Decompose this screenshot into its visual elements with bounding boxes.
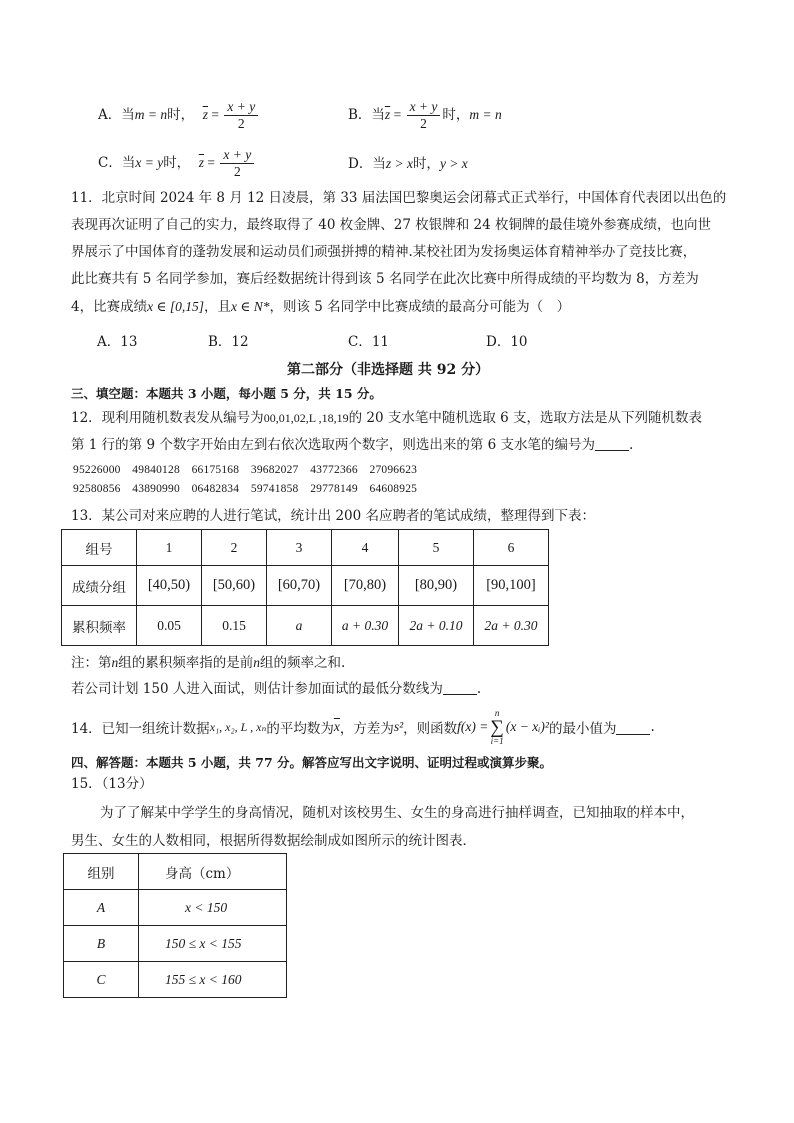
q10-option-a: A．当m = n时， $\overline{z}$ = $\frac{x + y}{2}$ xyxy=(98,100,260,131)
q13-question: 若公司计划 150 人进入面试，则估计参加面试的最低分数线为 . xyxy=(71,681,482,697)
table-row xyxy=(64,890,287,926)
q10-a-fraction: $\frac{x + y}{2}$ xyxy=(224,100,258,131)
table-cell: [80,90) xyxy=(399,566,474,606)
table-cell: 150 ≤ x < 155 xyxy=(139,926,287,962)
table-cell: 2a + 0.10 xyxy=(399,606,474,646)
table-cell: A xyxy=(64,890,139,926)
table-cell: 4 xyxy=(332,530,399,566)
q15-line2: 男生、女生的人数相同，根据所得数据绘制成如图所示的统计图表． xyxy=(71,833,476,849)
q14-data: x₁, x₂, L , xₙ xyxy=(209,719,267,734)
part2-title: 第二部分（非选择题 共 92 分） xyxy=(287,362,490,378)
random-number-row-1: 95226000 49840128 66175168 39682027 43772366 27096623 xyxy=(73,464,418,476)
table-row xyxy=(62,606,549,646)
q11-range: x ∈ [0,15] xyxy=(147,299,204,314)
table-cell: 身高（cm） xyxy=(139,854,287,890)
table-cell: 0.05 xyxy=(137,606,202,646)
section4-heading: 四、解答题：本题共 5 小题，共 77 分。解答应写出文字说明、证明过程或演算步聚。 xyxy=(71,755,553,770)
q14-function: f(x) = xyxy=(457,719,489,734)
random-number-row-2: 92580856 43890990 06482834 59741858 29778149 64608925 xyxy=(73,483,418,495)
table-cell: 组别 xyxy=(64,854,139,890)
table-cell: 6 xyxy=(474,530,549,566)
table-cell: 2a + 0.30 xyxy=(474,606,549,646)
table-cell: [40,50) xyxy=(137,566,202,606)
q15-table xyxy=(63,853,287,998)
q10-option-b: B．当$\overline{z}$ = $\frac{x + y}{2}$ 时，m = n xyxy=(348,99,502,132)
q15-line1: 为了了解某中学学生的身高情况，随机对该校男生、女生的身高进行抽样调查，已知抽取的样本中， xyxy=(100,805,694,821)
table-cell: 0.15 xyxy=(202,606,267,646)
q12-answer-blank[interactable] xyxy=(595,436,629,451)
table-cell: [70,80) xyxy=(332,566,399,606)
q10-b-fraction: $\frac{x + y}{2}$ xyxy=(407,100,441,131)
q12-number-range: 00,01,02,L ,18,19 xyxy=(263,411,349,425)
section3-heading: 三、填空题：本题共 3 小题，每小题 5 分，共 15 分。 xyxy=(71,386,382,401)
q11-option-d: D．10 xyxy=(486,334,528,350)
q15-head: 15．（13分） xyxy=(71,776,153,792)
q14-text: 14．已知一组统计数据 x₁, x₂, L , xₙ 的平均数为 $\overline{x}$ ，方差为 s² ，则函数 f(x) = n ∑ i=1 (x − xᵢ)² 的最小值为 . xyxy=(71,707,655,746)
table-cell: C xyxy=(64,962,139,998)
table-cell: 成绩分组 xyxy=(62,566,137,606)
table-cell: x < 150 xyxy=(139,890,287,926)
table-cell: B xyxy=(64,926,139,962)
table-cell: 1 xyxy=(137,530,202,566)
q11-option-c: C．11 xyxy=(348,334,390,350)
table-row xyxy=(64,854,287,890)
table-row xyxy=(62,530,549,566)
table-cell: a xyxy=(267,606,332,646)
table-cell: [60,70) xyxy=(267,566,332,606)
table-cell: 3 xyxy=(267,530,332,566)
table-cell: 5 xyxy=(399,530,474,566)
q11-natural-set: x ∈ N* xyxy=(230,299,270,314)
q10-option-c: C．当x = y时， $\overline{z}$ = $\frac{x + y}{2}$ xyxy=(98,148,256,179)
table-row xyxy=(64,926,287,962)
sigma-sum: n ∑ i=1 xyxy=(490,707,504,746)
table-cell: 累积频率 xyxy=(62,606,137,646)
q11-text: 11．北京时间 2024 年 8 月 12 日凌晨，第 33 届法国巴黎奥运会闭幕式正式举行，中国体育代表团以出色的 表现再次证明了自己的实力，最终取得了 40 枚金牌、27 枚银牌和 24 枚铜牌的最佳境外参赛成绩，也向世 界展示了中国体育的蓬勃发展和运动员们顽强拼搏的精神.某校社团为发扬奥运体育精神举办了竞技比赛， 此比赛共有 5 名同学参加，赛后经数据统计得到该 5 名同学在此次比赛中所得成绩的平均数为 8，方差为 4，比赛成绩x ∈ [0,15]，且x ∈ N*，则该 5 名同学中比赛成绩的最高分可能为（ ） xyxy=(71,190,727,315)
table-cell: 组号 xyxy=(62,530,137,566)
table-row xyxy=(64,962,287,998)
q12-line1: 12．现利用随机数表发从编号为00,01,02,L ,18,19的 20 支水笔中随机选取 6 支，选取方法是从下列随机数表 xyxy=(71,410,703,426)
q10-c-fraction: $\frac{x + y}{2}$ xyxy=(220,148,254,179)
q14-answer-blank[interactable] xyxy=(616,720,650,735)
table-cell: 2 xyxy=(202,530,267,566)
q12-line2: 第 1 行的第 9 个数字开始由左到右依次选取两个数字，则选出来的第 6 支水笔的编号为 . xyxy=(71,437,634,453)
table-row xyxy=(62,566,549,606)
table-cell: 155 ≤ x < 160 xyxy=(139,962,287,998)
q13-table xyxy=(61,529,549,646)
q13-text: 13．某公司对来应聘的人进行笔试，统计出 200 名应聘者的笔试成绩，整理得到下表： xyxy=(71,508,596,524)
q10-option-d: D．当z > x时，y > x xyxy=(348,156,468,172)
table-cell: [90,100] xyxy=(474,566,549,606)
q10-a-cond: m = n xyxy=(134,107,168,123)
q13-note: 注：第n组的累积频率指的是前n组的频率之和. xyxy=(71,655,346,671)
q11-option-a: A．13 xyxy=(97,334,138,350)
q13-answer-blank[interactable] xyxy=(443,680,477,695)
q11-option-b: B．12 xyxy=(208,334,249,350)
table-cell: a + 0.30 xyxy=(332,606,399,646)
table-cell: [50,60) xyxy=(202,566,267,606)
